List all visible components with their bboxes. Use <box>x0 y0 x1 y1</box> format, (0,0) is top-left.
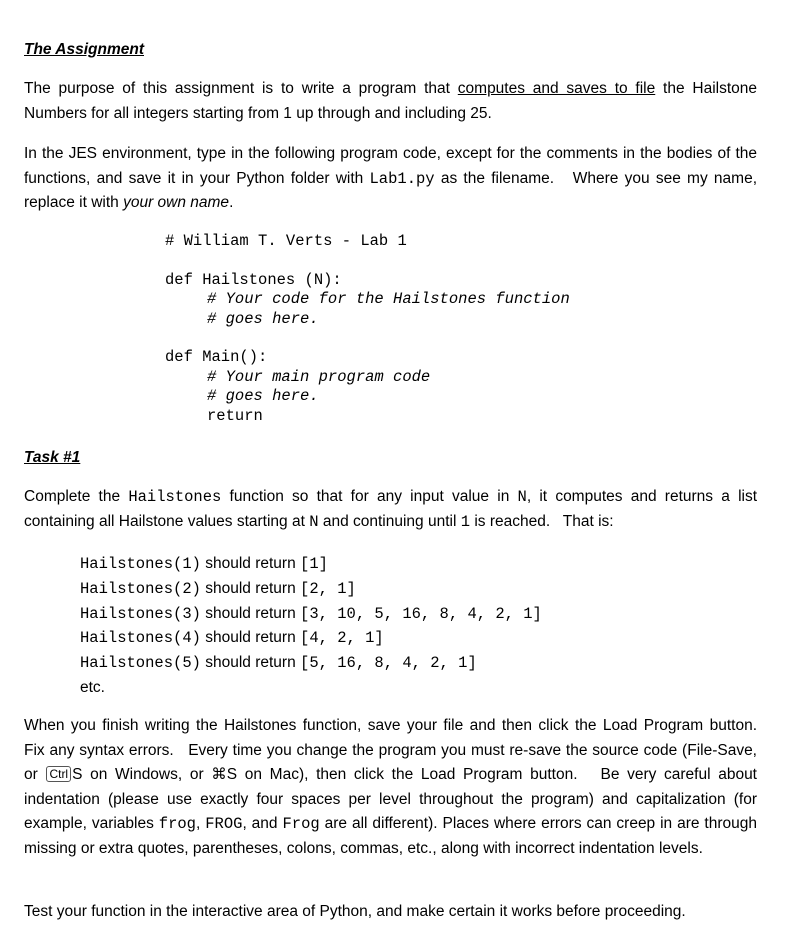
one-code: 1 <box>460 512 471 531</box>
code-line-def-main: def Main(): <box>165 348 268 366</box>
assignment-instructions-paragraph: In the JES environment, type in the following program code, except for the comments in the bodies of the functions, and save it in your Python folder with Lab1.py as the filename. Where you see my name, replace it with your own name. <box>24 145 762 211</box>
command-key-icon: ⌘ <box>211 766 227 783</box>
computes-saves-emphasis: computes and saves to file <box>457 80 656 97</box>
code-line-return: return <box>207 406 263 425</box>
n-code: N <box>517 488 527 506</box>
example-item: Hailstones(1) should return [1] <box>80 555 328 573</box>
ctrl-key-icon: Ctrl <box>46 766 71 782</box>
code-line-comment: # goes here. <box>207 309 319 328</box>
variable-code: FROG <box>205 815 243 833</box>
n-code: N <box>309 512 319 531</box>
example-item: Hailstones(4) should return [4, 2, 1] <box>80 629 384 648</box>
example-item: Hailstones(3) should return [3, 10, 5, 16, 8, 4, 2, 1] <box>80 604 542 623</box>
example-item: Hailstones(2) should return [2, 1] <box>80 579 356 598</box>
examples-list <box>80 552 542 701</box>
program-code-block <box>165 232 570 426</box>
load-program-instructions-paragraph: When you finish writing the Hailstones function, save your file and then click the Load Program button. Fix any syntax errors. Every time you change the program you must re-save the source code (File-Save, or Ctrl S on Windows, or ⌘S on Mac), then click the Load Program button. Be very careful about indentation (please use exactly four spaces per level throughout the program) and capitalization (for example, variables frog, FROG, and Frog are all different). Places where errors can creep in are through missing or extra quotes, parentheses, colons, commas, etc., along with incorrect indentation levels. <box>24 717 770 857</box>
code-line-header-comment: # William T. Verts - Lab 1 <box>165 232 407 250</box>
own-name-emphasis: your own name <box>123 194 230 211</box>
code-line-comment: # Your main program code <box>207 367 431 386</box>
hailstones-code: Hailstones <box>128 488 222 506</box>
assignment-heading: The Assignment <box>24 41 144 58</box>
variable-code: Frog <box>282 815 320 833</box>
task1-heading: Task #1 <box>24 449 81 466</box>
filename-code: Lab1.py <box>369 169 435 188</box>
task1-description-paragraph: Complete the Hailstones function so that for any input value in N, it computes and returns a list containing all Hailstone values starting at N and continuing until 1 is reached. That is: <box>24 488 758 531</box>
code-line-comment: # goes here. <box>207 387 319 405</box>
code-line-def-hailstones: def Hailstones (N): <box>165 270 342 289</box>
test-function-paragraph: Test your function in the interactive area of Python, and make certain it works before proceeding. <box>24 903 686 920</box>
etc-text: etc. <box>80 678 105 696</box>
variable-code: frog <box>158 815 196 833</box>
code-line-comment: # Your code for the Hailstones function <box>207 290 570 308</box>
example-item: Hailstones(5) should return [5, 16, 8, 4, 2, 1] <box>80 654 477 673</box>
assignment-purpose-paragraph: The purpose of this assignment is to write a program that computes and saves to file the Hailstone Numbers for all integers starting from 1 up through and including 25. <box>24 80 757 122</box>
